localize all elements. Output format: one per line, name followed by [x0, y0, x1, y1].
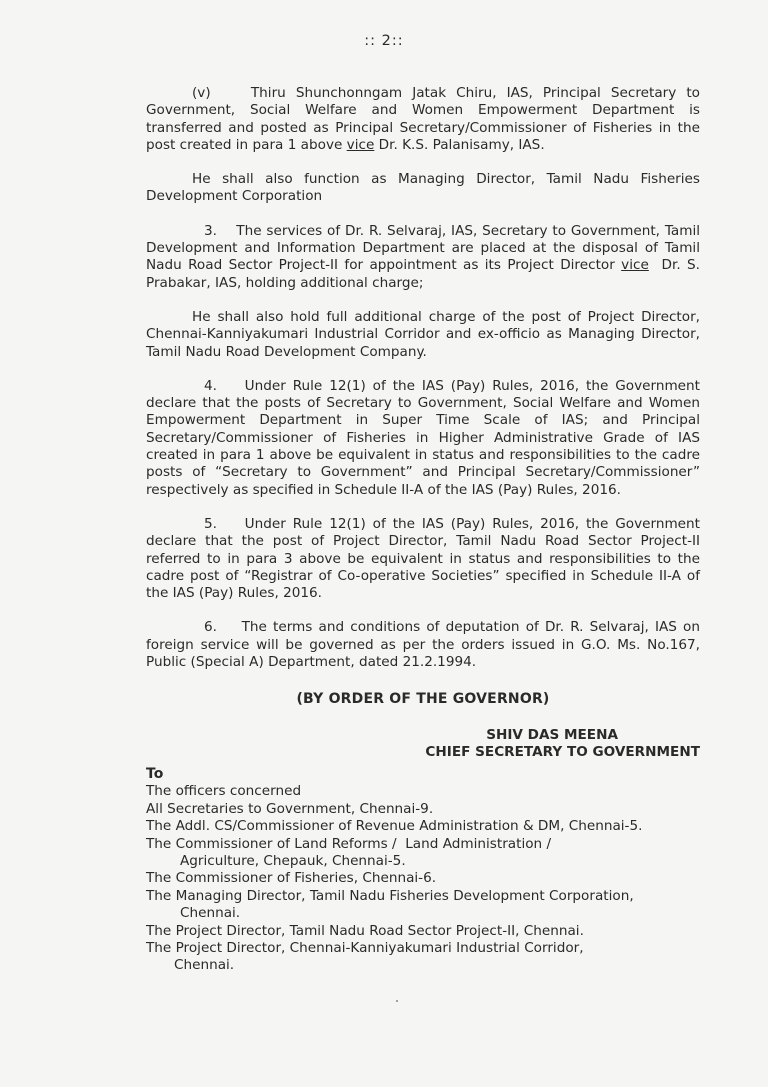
recipient: The Commissioner of Fisheries, Chennai-6. [146, 870, 437, 887]
page-number: :: 2:: [364, 33, 404, 49]
vice-underlined: vice [346, 136, 375, 153]
paragraph-3-text: 3. The services of Dr. R. Selvaraj, IAS, Secretary to Government, Tamil Development and Information Department are placed at the disposal of Tamil Nadu Road Sector Project-II for appointment as its Project Director [146, 222, 700, 274]
to-heading: To [146, 766, 164, 782]
recipient: The Managing Director, Tamil Nadu Fisheries Development Corporation, [146, 887, 634, 904]
signatory-title: CHIEF SECRETARY TO GOVERNMENT [425, 744, 700, 761]
paragraph-3-note: He shall also hold full additional charge of the post of Project Director, Chennai-Kanniyakumari Industrial Corridor and ex-officio as Managing Director, Tamil Nadu Road Development Company. [146, 308, 700, 360]
document-body [146, 85, 700, 762]
signature-block [146, 727, 700, 762]
vice-underlined: vice [621, 257, 649, 274]
paragraph-v [146, 85, 700, 154]
recipient: The Project Director, Chennai-Kanniyakumari Industrial Corridor, [146, 940, 584, 957]
paragraph-5: 5. Under Rule 12(1) of the IAS (Pay) Rules, 2016, the Government declare that the post of Project Director, Tamil Nadu Road Sector Project-II referred to in para 3 above be equivalent in status and responsibilities to the cadre post of “Registrar of Co-operative Societies” specified in Schedule II-A of the IAS (Pay) Rules, 2016. [146, 515, 700, 602]
recipient-continuation: Chennai. [174, 957, 235, 974]
recipient: The Addl. CS/Commissioner of Revenue Administration & DM, Chennai-5. [146, 818, 643, 835]
paragraph-v-note: He shall also function as Managing Director, Tamil Nadu Fisheries Development Corporation [146, 171, 700, 205]
paragraph-6: 6. The terms and conditions of deputation of Dr. R. Selvaraj, IAS on foreign service will be governed as per the orders issued in G.O. Ms. No.167, Public (Special A) Department, dated 21.2.1994. [146, 619, 700, 671]
distribution-list [146, 766, 706, 975]
recipient-continuation: Agriculture, Chepauk, Chennai-5. [180, 853, 406, 870]
paragraph-3 [146, 223, 700, 292]
recipient-continuation: Chennai. [180, 905, 241, 922]
page-speck [396, 1000, 398, 1002]
recipient: The Commissioner of Land Reforms / Land Administration / [146, 835, 552, 852]
signatory-name: SHIV DAS MEENA [486, 726, 618, 743]
paragraph-3-text-end: Dr. S. Prabakar, IAS, holding additional charge; [146, 257, 700, 291]
recipient: The officers concerned [146, 783, 302, 800]
paragraph-v-text: (v) Thiru Shunchonngam Jatak Chiru, IAS, Principal Secretary to Government, Social Welfare and Women Empowerment Department is transferred and posted as Principal Secretary/Commissioner of Fisheries in the post created in para 1 above [146, 85, 700, 153]
order-line: (BY ORDER OF THE GOVERNOR) [296, 691, 550, 708]
recipient: All Secretaries to Government, Chennai-9. [146, 800, 434, 817]
paragraph-v-text-end: Dr. K.S. Palanisamy, IAS. [374, 136, 545, 153]
recipient: The Project Director, Tamil Nadu Road Sector Project-II, Chennai. [146, 922, 584, 939]
paragraph-4: 4. Under Rule 12(1) of the IAS (Pay) Rules, 2016, the Government declare that the posts of Secretary to Government, Social Welfare and Women Empowerment Department in Super Time Scale of IAS; and Principal Secretary/Commissioner of Fisheries in Higher Administrative Grade of IAS created in para 1 above be equivalent in status and responsibilities to the cadre posts of “Secretary to Government” and Principal Secretary/Commissioner” respectively as specified in Schedule II-A of the IAS (Pay) Rules, 2016. [146, 377, 700, 498]
